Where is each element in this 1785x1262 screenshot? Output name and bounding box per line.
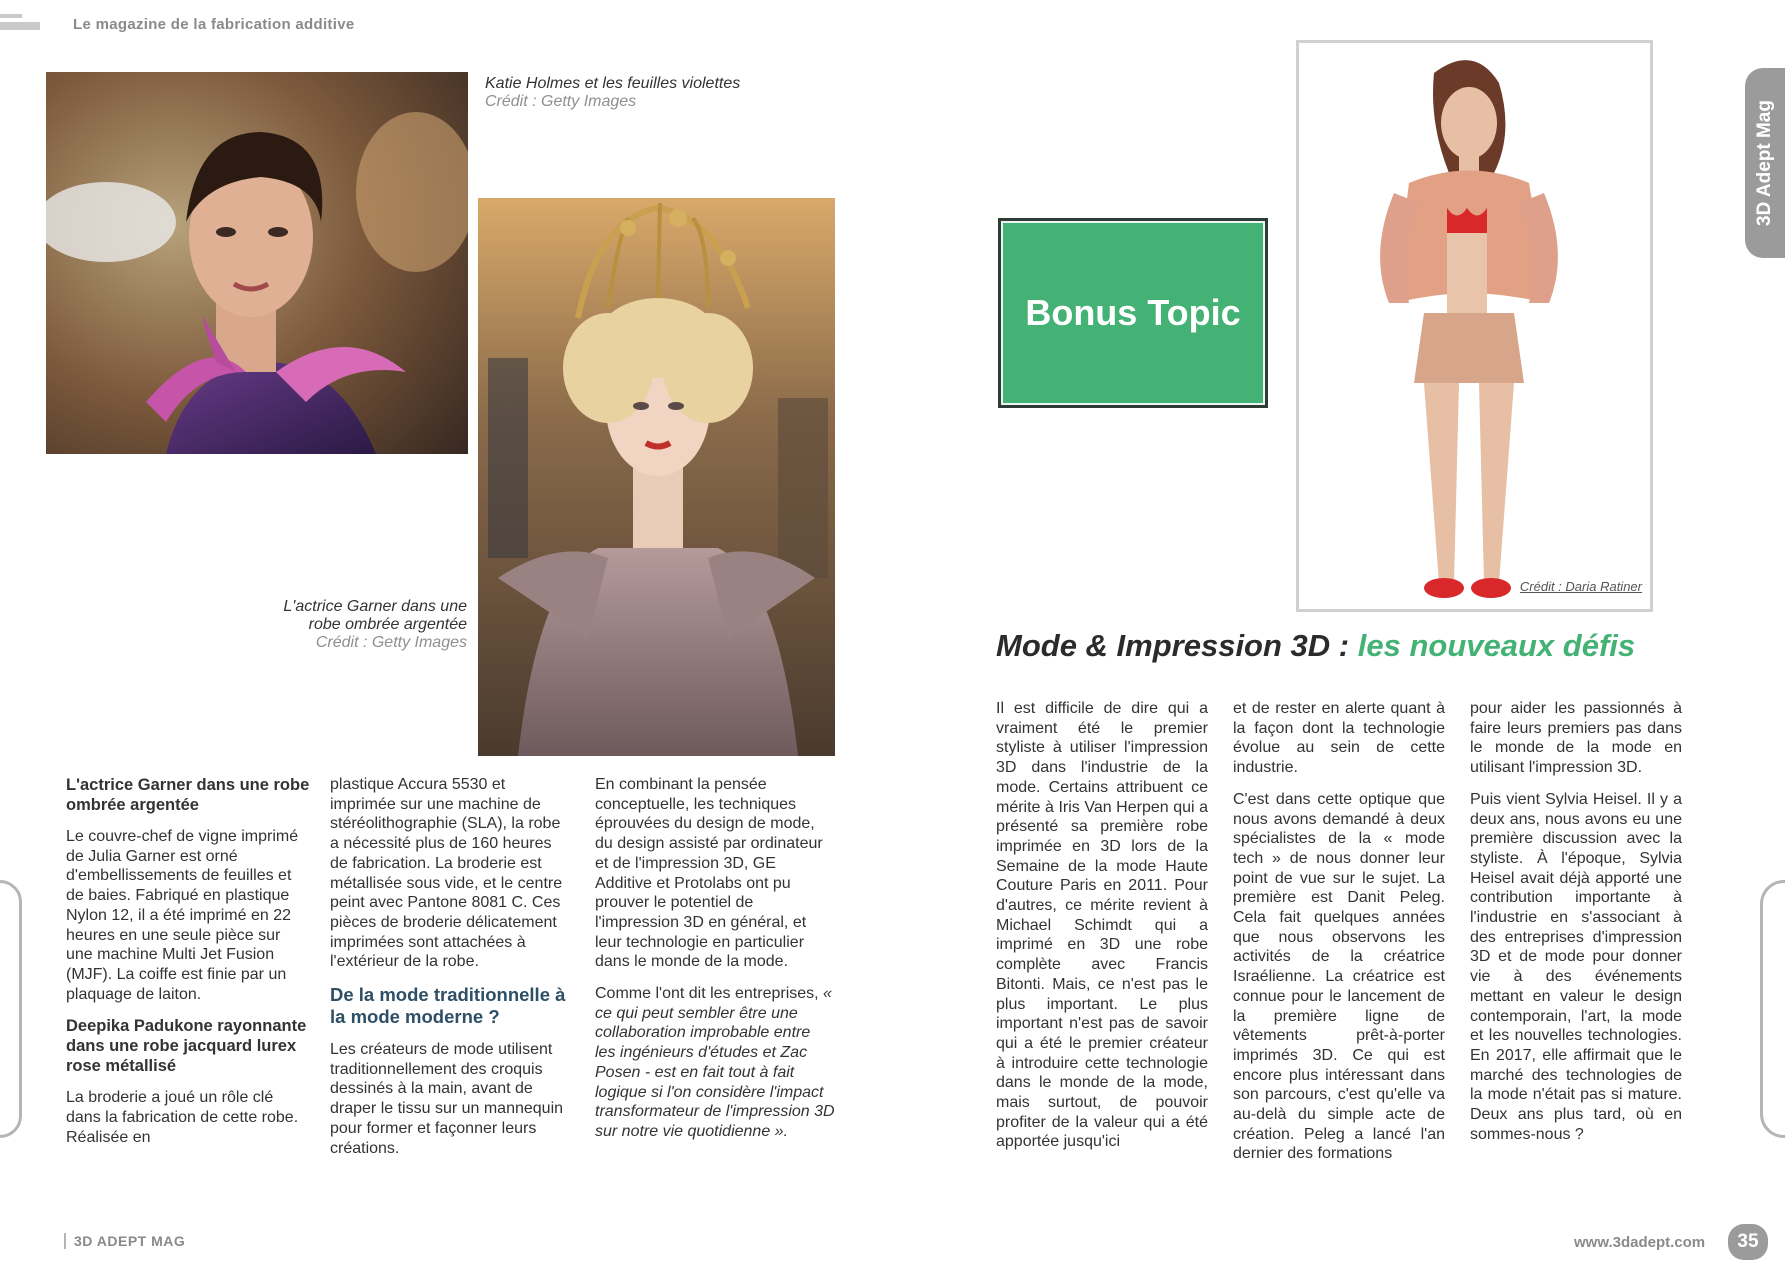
model-credit: Crédit : Daria Ratiner xyxy=(1519,579,1642,594)
bonus-topic-label: Bonus Topic xyxy=(1025,292,1241,333)
katie-caption-credit: Crédit : Getty Images xyxy=(485,93,637,110)
footer-url[interactable]: www.3dadept.com xyxy=(1574,1234,1706,1251)
right-column-3 xyxy=(1470,699,1682,1156)
section-heading-padukone: Deepika Padukone rayonnante dans une robe jacquard lurex rose métallisé xyxy=(66,1017,307,1076)
paragraph-garner: Le couvre-chef de vigne imprimé de Julia Garner est orné d'embellissements de feuilles et de baies. Fabriqué en plastique Nylon 12, il a été imprimé en 22 heures en une seule pièce sur une machine Multi Jet Fusion (MJF). La coiffe est finie par un plaquage de laiton. xyxy=(66,828,299,1003)
garner-caption-credit: Crédit : Getty Images xyxy=(315,634,467,651)
katie-caption-text: Katie Holmes et les feuilles violettes xyxy=(485,75,741,92)
left-column-3 xyxy=(595,775,835,1154)
section-heading-tradition: De la mode traditionnelle à la mode moderne ? xyxy=(330,984,566,1028)
garner-caption-line2: robe ombrée argentée xyxy=(308,616,467,633)
headline-accent: les nouveaux défis xyxy=(1357,628,1636,663)
katie-holmes-photo xyxy=(46,72,468,454)
left-column-2 xyxy=(330,775,570,1170)
page-number-text: 35 xyxy=(1737,1231,1759,1252)
paragraph-heisel: Puis vient Sylvia Heisel. Il y a deux ans, nous avons eu une première discussion avec la styliste. À l'époque, Sylvia Heisel avait déjà apporté une contribution importante à l'industrie en s'associant à des entreprises d'impression 3D et de mode pour donner vie à des événements mettant en valeur le design contemporain, l'art, la mode et les nouvelles technologies. En 2017, elle affirmait que le marché des technologies de la mode n'était pas si mature. Deux ans plus tard, où en sommes-nous ? xyxy=(1470,790,1682,1143)
right-margin-bracket xyxy=(1760,880,1785,1138)
paragraph-padukone: La broderie a joué un rôle clé dans la fabrication de cette robe. Réalisée en xyxy=(66,1089,299,1146)
side-tab xyxy=(1745,68,1785,258)
paragraph-passionnes: pour aider les passionnés à faire leurs premiers pas dans le monde de la mode en utilisant l'impression 3D. xyxy=(1470,700,1682,777)
magazine-title: Le magazine de la fabrication additive xyxy=(73,16,355,33)
quote-text: « ce qui peut sembler être une collaboration improbable entre les ingénieurs d'études et Zac Posen - est en fait tout à fait logique si l'on considère l'impact transformateur de l'impression 3D sur notre vie quotidienne ». xyxy=(595,985,835,1140)
side-tab-label: 3D Adept Mag xyxy=(1754,100,1775,226)
article-headline xyxy=(996,628,1635,664)
bonus-topic-box xyxy=(998,218,1268,408)
model-photo xyxy=(1296,40,1653,612)
left-column-1 xyxy=(66,775,310,1159)
garner-caption xyxy=(235,598,467,652)
left-margin-bracket xyxy=(0,880,22,1138)
page-number xyxy=(1728,1224,1768,1260)
paragraph-alerte: et de rester en alerte quant à la façon dont la technologie évolue au sein de cette industrie. xyxy=(1233,700,1445,777)
julia-garner-photo xyxy=(478,198,835,756)
paragraph-quote xyxy=(595,984,835,1142)
julia-garner-image xyxy=(478,198,835,756)
katie-caption xyxy=(485,75,740,111)
paragraph-accura: plastique Accura 5530 et imprimée sur une machine de stéréolithographie (SLA), la robe a nécessité plus de 160 heures de fabrication. La broderie est métallisée sous vide, et le centre peint avec Pantone 8081 C. Ces pièces de broderie délicatement imprimées sont attachées à l'extérieur de la robe. xyxy=(330,776,563,971)
paragraph-createurs: Les créateurs de mode utilisent traditionnellement des croquis dessinés à la main, avant de draper le tissu sur un mannequin pour former et façonner leurs créations. xyxy=(330,1041,564,1157)
header-decor-bar-small xyxy=(0,14,22,18)
paragraph-combinant: En combinant la pensée conceptuelle, les techniques éprouvées du design de mode, du design assisté par ordinateur et de l'impression 3D, GE Additive et Protolabs ont pu prouver le potentiel de l'impression 3D en général, et leur technologie en particulier dans le monde de la mode. xyxy=(595,776,823,971)
quote-intro: Comme l'ont dit les entreprises, xyxy=(595,985,824,1003)
right-column-2 xyxy=(1233,699,1445,1176)
model-image xyxy=(1299,43,1650,609)
katie-holmes-image xyxy=(46,72,468,454)
headline-main: Mode & Impression 3D : xyxy=(996,628,1358,663)
right-column-1 xyxy=(996,699,1208,1164)
footer-magazine-label: 3D ADEPT MAG xyxy=(64,1233,185,1249)
paragraph-difficile: Il est difficile de dire qui a vraiment été le premier styliste à utiliser l'impression 3D dans l'industrie de la mode. Certains attribuent ce mérite à Iris Van Herpen qui a présenté sa première robe imprimée en 3D lors de la Semaine de la mode Haute Couture Paris en 2011. Pour d'autres, ce mérite revient à Michael Schimdt qui a imprimé en 3D une robe complète avec Francis Bitonti. Mais, ce n'est pas le plus important. Le plus important n'est pas de savoir qui a été le premier créateur à introduire cette technologie dans le monde de la mode, mais surtout, de pouvoir profiter de la valeur qui a été apportée jusqu'ici xyxy=(996,700,1208,1151)
paragraph-optique: C'est dans cette optique que nous avons demandé à deux spécialistes de la « mode tech » de nous donner leur point de vue sur le sujet. La première est Danit Peleg. Cela fait quelques années que nous observons les activités de la créatrice Israélienne. La créatrice est connue pour le lancement de la première ligne de vêtements prêt-à-porter imprimés 3D. Ce qui est encore plus intéressant dans son parcours, c'est qu'elle va au-delà du simple acte de création. Peleg a lancé l'an dernier des formations xyxy=(1233,790,1445,1163)
header-decor-bar xyxy=(0,22,40,30)
section-heading-garner: L'actrice Garner dans une robe ombrée argentée xyxy=(66,776,310,814)
garner-caption-line1: L'actrice Garner dans une xyxy=(283,598,467,615)
